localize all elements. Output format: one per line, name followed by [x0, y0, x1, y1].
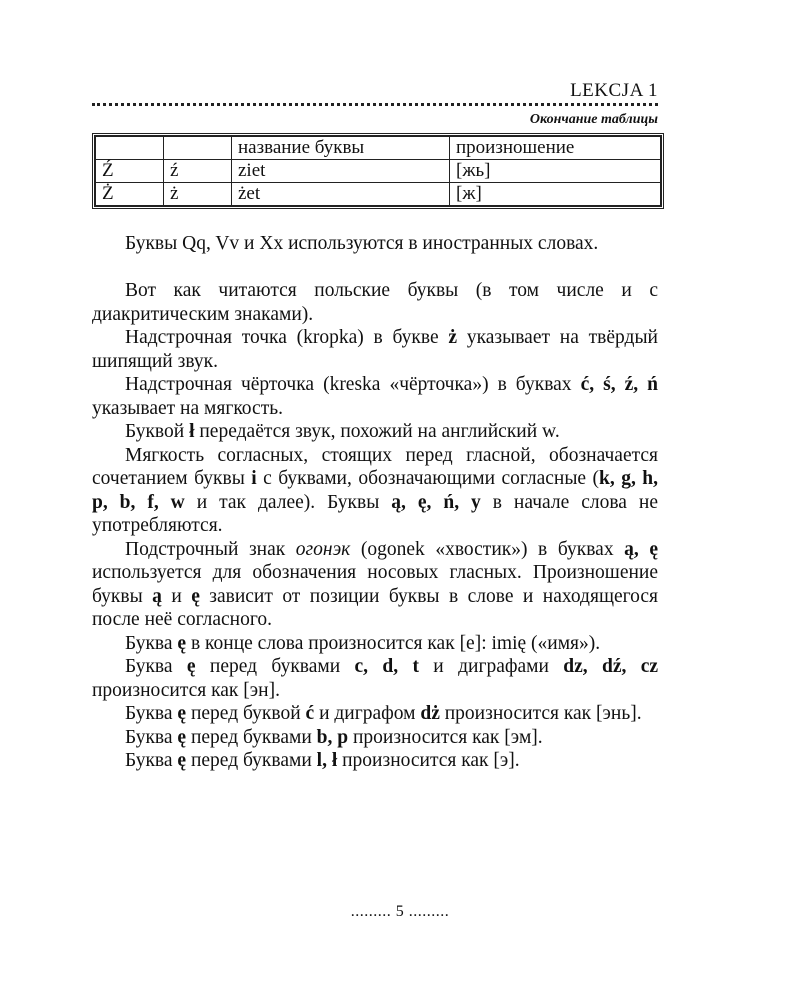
footer-dots-left: .........: [350, 903, 392, 920]
letter-name-cell: ziet: [232, 160, 450, 183]
text-run: Буква: [125, 656, 187, 677]
paragraph-e-en: [92, 655, 658, 702]
text-run: передаётся звук, похожий на английский w.: [194, 421, 560, 442]
text-run: произносится как [энь].: [439, 703, 642, 724]
text-run: перед буквами: [186, 726, 317, 748]
uppercase-letter-cell: Ź: [96, 160, 164, 183]
text-run: Подстрочный знак: [125, 538, 296, 560]
text-run: Надстрочная точка (kropka) в букве: [125, 327, 449, 348]
text-run: Буква: [125, 750, 178, 771]
paragraph-reading-intro: [92, 279, 658, 326]
text-run: используется для обозначения носовых гласных. Произношение буквы: [92, 562, 658, 607]
paragraph-kreska: [92, 373, 658, 420]
bold-letter-run: ą, ę: [624, 538, 659, 560]
bold-letter-run: dz, dź, cz: [563, 656, 659, 677]
bold-letter-run: ć, ś, ź, ń: [580, 374, 658, 395]
text-run: Буквы Qq, Vv и Xx используются в иностранных словах.: [125, 233, 599, 254]
text-run: в конце слова произносится как [е]: imię («имя»).: [186, 632, 601, 654]
bold-letter-run: ę: [177, 703, 187, 724]
text-run: указывает на твёрдый шипящий звук.: [92, 327, 658, 372]
alphabet-table: [92, 133, 664, 209]
text-run: Буква: [125, 703, 178, 724]
text-run: произносится как [эн].: [92, 679, 280, 701]
bold-letter-run: ę: [186, 656, 196, 677]
page-number-footer: [0, 903, 800, 921]
table-header-row: [96, 137, 661, 160]
text-run: и диграфами: [418, 656, 564, 677]
bold-letter-run: ę: [191, 585, 200, 607]
bold-letter-run: i: [251, 468, 257, 489]
text-run: и диграфом: [314, 703, 421, 724]
paragraph-l-stroke: [92, 420, 658, 444]
table-row: [96, 160, 661, 183]
pronunciation-cell: [жь]: [450, 160, 661, 183]
letter-name-cell: żet: [232, 183, 450, 206]
text-run: Буквой: [125, 421, 190, 442]
bold-letter-run: ę: [177, 632, 187, 654]
text-run: перед буквой: [186, 703, 306, 724]
text-run: Буква: [125, 726, 178, 748]
text-run: с буквами, обозначающими согласные (: [256, 468, 600, 489]
text-run: произносится как [эм].: [348, 726, 543, 748]
bold-letter-run: b, p: [316, 726, 349, 748]
bold-letter-run: ą, ę, ń, y: [391, 491, 481, 513]
paragraph-e-em: [92, 726, 658, 750]
bold-letter-run: c, d, t: [354, 656, 419, 677]
lowercase-letter-cell: ź: [164, 160, 232, 183]
bold-letter-run: ł: [189, 421, 195, 442]
text-run: Буква: [125, 632, 178, 654]
bold-letter-run: ć: [305, 703, 315, 724]
table-header-cell: [164, 137, 232, 160]
text-run: и так далее). Буквы: [184, 491, 392, 513]
footer-dots-right: .........: [408, 903, 450, 920]
paragraph-e-final: [92, 632, 658, 656]
table-header-cell: произношение: [450, 137, 661, 160]
text-run: указывает на мягкость.: [92, 397, 283, 419]
pronunciation-cell: [ж]: [450, 183, 661, 206]
paragraph-foreign-letters: [92, 232, 658, 256]
body-text: [92, 232, 658, 773]
text-run: (ogonek «хвостик») в буквах: [350, 538, 625, 560]
bold-letter-run: ż: [448, 327, 458, 348]
paragraph-ogonek: [92, 538, 658, 632]
text-run: произносится как [э].: [337, 750, 520, 771]
text-run: и: [161, 585, 192, 607]
text-run: Мягкость согласных, стоящих перед гласной, обозначается сочетанием буквы: [92, 444, 658, 489]
text-run: перед буквами: [186, 750, 317, 771]
text-run: в начале слова не употребляются.: [92, 491, 658, 536]
bold-letter-run: k, g, h, p, b, f, w: [92, 468, 658, 513]
text-run: Вот как читаются польские буквы (в том числе и с диакритическим знаками).: [92, 280, 658, 325]
text-run: перед буквами: [195, 656, 355, 677]
bold-letter-run: ą: [152, 585, 162, 607]
bold-letter-run: ę: [177, 750, 187, 771]
table-header-cell: название буквы: [232, 137, 450, 160]
paragraph-e-en-soft: [92, 702, 658, 726]
dotted-rule: [92, 103, 658, 106]
table-caption: Окончание таблицы: [529, 112, 658, 127]
text-run: Надстрочная чёрточка (kreska «чёрточка») в буквах: [125, 374, 581, 395]
lowercase-letter-cell: ż: [164, 183, 232, 206]
bold-letter-run: l, ł: [316, 750, 338, 771]
paragraph-kropka: [92, 326, 658, 373]
bold-letter-run: dż: [420, 703, 440, 724]
running-head: LEKCJA 1: [570, 80, 658, 101]
table-row: [96, 183, 661, 206]
paragraph-softness: [92, 444, 658, 538]
bold-letter-run: ę: [177, 726, 187, 748]
text-run: зависит от позиции буквы в слове и находящегося после неё согласного.: [92, 585, 658, 630]
uppercase-letter-cell: Ż: [96, 183, 164, 206]
paragraph-e-e: [92, 749, 658, 773]
table-header-cell: [96, 137, 164, 160]
page-number: 5: [395, 903, 405, 920]
italic-term: огонэк: [295, 538, 351, 560]
